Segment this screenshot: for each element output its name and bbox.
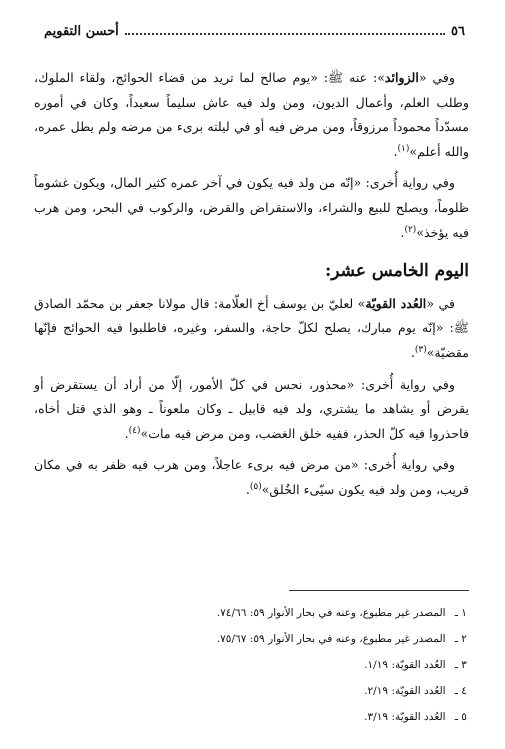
footnote-text: العُدد القويّة: ٢/١٩.	[364, 685, 446, 697]
page-number: ٥٦	[451, 24, 465, 39]
text-span: .	[245, 481, 250, 497]
footnote-ref: (٤)	[128, 425, 141, 436]
footnote-text: المصدر غير مطبوع، وعنه في بحار الأنوار ٥٩: ٧٥/٦٧.	[216, 633, 446, 645]
text-span: »: عنه ﷺ: «يوم صالح لما تريد من قضاء الحوائج، ولقاء الملوك، وطلب العلم، وأعمال الديون، ومن ولد فيه عاش سليماً سعيداً، وكان في أموره مسدّداً محموداً مرزوقاً، ومن مرض فيه أو في ليلته برىء من مرضه ولم يطل عمره، والله أعلم»	[34, 70, 469, 159]
footnote-text: العُدد القويّة: ١/١٩.	[364, 659, 446, 671]
running-title: أحسن التقويم	[44, 24, 119, 39]
text-span: وفي رواية أُخرى: «من مرض فيه برىء عاجلاً، ومن هرب فيه ظفر به في مكان قريب، ومن ولد فيه يكون سيّىء الخُلق»	[34, 457, 469, 497]
text-span: » لعليّ بن يوسف أخ العلّامة: قال مولانا جعفر بن محمّد الصادق ﷺ: «إنّه يوم مبارك، يصلح لكلّ حاجة، والسفر، وغيره، فاطلبوا فيه الحوائج فإنّها مقضيّة»	[34, 295, 469, 360]
text-span: وفي رواية أُخرى: «إنّه من ولد فيه يكون في آخر عمره كثير المال، ويكون غشوماً ظلوماً، ويصلح للبيع والشراء، والاستقراض والقرض، والركوب في البحر، ومن هرب فيه يؤخذ»	[34, 175, 469, 240]
footnote-separator	[289, 590, 469, 591]
paragraph-other-narration-3	[34, 453, 469, 502]
footnote-item	[40, 626, 467, 652]
footnote-ref: (٣)	[414, 344, 427, 355]
footnote-number: ٤ ـ	[454, 685, 467, 697]
text-span: .	[124, 425, 129, 441]
footnote-number: ٥ ـ	[454, 711, 467, 723]
paragraph-other-narration-2	[34, 373, 469, 447]
section-heading: اليوم الخامس عشر:	[325, 261, 469, 282]
page-body	[34, 66, 469, 510]
footnote-item	[40, 678, 467, 704]
paragraph-zawaid	[34, 66, 469, 164]
footnote-text: العُدد القويّة: ٣/١٩.	[364, 711, 446, 723]
text-span: في «	[426, 295, 455, 311]
footnotes-list	[40, 600, 467, 730]
text-span: .	[393, 143, 398, 159]
paragraph-udad	[34, 292, 469, 366]
footnote-ref: (١)	[397, 143, 410, 154]
text-span: .	[410, 344, 415, 360]
footnote-text: المصدر غير مطبوع، وعنه في بحار الأنوار ٥٩: ٧٤/٦٦.	[216, 607, 446, 619]
footnote-item	[40, 704, 467, 730]
paragraph-other-narration-1	[34, 171, 469, 245]
footnote-ref: (٥)	[249, 481, 262, 492]
footnote-ref: (٢)	[404, 224, 417, 235]
source-title: العُدد القويّة	[365, 295, 427, 311]
text-span: .	[400, 224, 405, 240]
header-dotted-leader	[125, 33, 445, 35]
footnote-item	[40, 652, 467, 678]
footnote-number: ٢ ـ	[454, 633, 467, 645]
footnote-item	[40, 600, 467, 626]
text-span: وفي «	[418, 70, 456, 85]
footnote-number: ٣ ـ	[454, 659, 467, 671]
page-header	[44, 24, 465, 39]
text-span: وفي رواية أُخرى: «محذور، نحس في كلّ الأمور، إلّا من أراد أن يستقرض أو يقرض أو يشاهد ما يشتري، ولد فيه قابيل ـ وكان ملعوناً ـ وهو الذي قتل أخاه، فاحذروا فيه كلّ الحذر، ففيه خلق الغضب، ومن مرض فيه مات»	[34, 376, 469, 441]
footnote-number: ١ ـ	[454, 607, 467, 619]
source-title: الزوائد	[384, 70, 419, 85]
